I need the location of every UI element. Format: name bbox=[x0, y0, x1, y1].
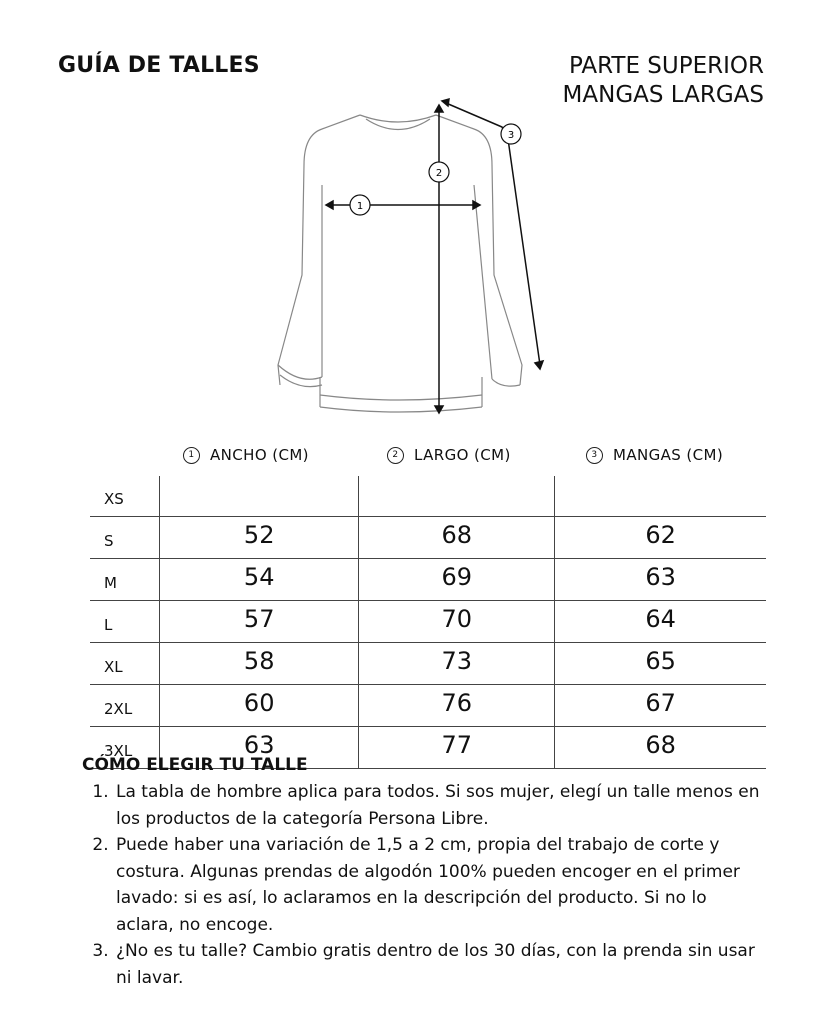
column-1-label: ANCHO (CM) bbox=[210, 446, 309, 464]
ancho-cell bbox=[160, 476, 359, 517]
mangas-cell: 63 bbox=[555, 559, 766, 601]
largo-cell: 69 bbox=[359, 559, 555, 601]
arrow-head-left bbox=[326, 201, 333, 209]
page-title: GUÍA DE TALLES bbox=[58, 53, 260, 78]
mangas-cell: 62 bbox=[555, 517, 766, 559]
category-line-1: PARTE SUPERIOR bbox=[568, 53, 764, 79]
garment-category bbox=[563, 52, 764, 110]
mangas-cell bbox=[555, 476, 766, 517]
largo-cell: 70 bbox=[359, 601, 555, 643]
column-header-largo bbox=[387, 446, 511, 464]
size-cell: L bbox=[90, 601, 160, 643]
table-row bbox=[90, 476, 766, 517]
largo-cell: 68 bbox=[359, 517, 555, 559]
size-cell: S bbox=[90, 517, 160, 559]
column-2-number: 2 bbox=[387, 447, 404, 464]
howto-list bbox=[96, 779, 764, 991]
largo-cell: 77 bbox=[359, 727, 555, 769]
table-row bbox=[90, 601, 766, 643]
size-cell: XL bbox=[90, 643, 160, 685]
mangas-cell: 65 bbox=[555, 643, 766, 685]
category-line-2: MANGAS LARGAS bbox=[562, 82, 764, 108]
ancho-cell: 54 bbox=[160, 559, 359, 601]
column-1-number: 1 bbox=[183, 447, 200, 464]
marker-3-label: 3 bbox=[507, 130, 515, 141]
arrow-head-bottom bbox=[435, 406, 443, 413]
largo-cell: 76 bbox=[359, 685, 555, 727]
long-sleeve-shirt-diagram bbox=[260, 95, 560, 420]
mangas-cell: 67 bbox=[555, 685, 766, 727]
table-column-headers bbox=[0, 446, 819, 470]
howto-item-1: 1. La tabla de hombre aplica para todos. Si sos mujer, elegí un talle menos en los productos de la categoría Persona Libre. bbox=[114, 779, 764, 832]
size-cell: M bbox=[90, 559, 160, 601]
howto-title: CÓMO ELEGIR TU TALLE bbox=[82, 755, 308, 775]
column-3-label: MANGAS (CM) bbox=[613, 446, 724, 464]
mangas-cell: 64 bbox=[555, 601, 766, 643]
arrow-head-right bbox=[473, 201, 480, 209]
largo-cell bbox=[359, 476, 555, 517]
table-row bbox=[90, 685, 766, 727]
arrow-head-shoulder bbox=[442, 99, 449, 106]
howto-item-3: 3. ¿No es tu talle? Cambio gratis dentro de los 30 días, con la prenda sin usar ni lavar. bbox=[114, 938, 764, 991]
shirt-outline bbox=[278, 115, 522, 412]
column-3-number: 3 bbox=[586, 447, 603, 464]
size-cell: 2XL bbox=[90, 685, 160, 727]
ancho-cell: 52 bbox=[160, 517, 359, 559]
size-cell: 3XL bbox=[90, 727, 160, 769]
table-row bbox=[90, 559, 766, 601]
ancho-cell: 57 bbox=[160, 601, 359, 643]
size-table bbox=[90, 476, 766, 769]
table-row bbox=[90, 643, 766, 685]
column-2-label: LARGO (CM) bbox=[414, 446, 511, 464]
table-row bbox=[90, 517, 766, 559]
marker-2-label: 2 bbox=[435, 168, 443, 179]
size-cell: XS bbox=[90, 476, 160, 517]
marker-1-label: 1 bbox=[356, 201, 364, 212]
column-header-mangas bbox=[586, 446, 723, 464]
largo-cell: 73 bbox=[359, 643, 555, 685]
column-header-ancho bbox=[183, 446, 309, 464]
arrow-head-top bbox=[435, 105, 443, 112]
mangas-cell: 68 bbox=[555, 727, 766, 769]
ancho-cell: 58 bbox=[160, 643, 359, 685]
arrow-head-cuff bbox=[535, 361, 543, 369]
ancho-cell: 60 bbox=[160, 685, 359, 727]
howto-item-2: 2. Puede haber una variación de 1,5 a 2 cm, propia del trabajo de corte y costura. Algunas prendas de algodón 100% pueden encoger en el primer lavado: si es así, lo aclaramos en la descripción del producto. Si no lo aclara, no encoge. bbox=[114, 832, 764, 938]
ancho-cell: 63 bbox=[160, 727, 359, 769]
